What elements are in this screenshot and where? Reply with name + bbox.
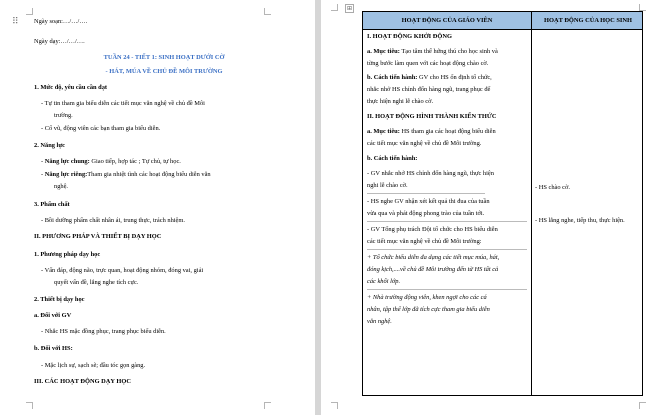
section-title: 2. Năng lực (34, 142, 65, 149)
text-span: Tạo tâm thế hứng thú cho học sinh và (399, 48, 498, 55)
lesson-title: TUẦN 24 - TIẾT 1: SINH HOẠT DƯỚI CỜ (103, 54, 225, 61)
section-title: III. CÁC HOẠT ĐỘNG DẠY HỌC (34, 378, 131, 385)
table-text-line: - GV nhắc nhở HS chỉnh đốn hàng ngũ, thực hiện (367, 170, 494, 177)
table-text-line: văn nghệ. (367, 318, 392, 325)
table-text-line (367, 128, 496, 136)
section-title: II. PHƯƠNG PHÁP VÀ THIẾT BỊ DẠY HỌC (34, 233, 162, 240)
section-title: a. Đối với GV (34, 312, 72, 319)
document-page-left (0, 0, 315, 415)
page-corner-mark (331, 402, 338, 409)
bold-label: Năng lực chung: (44, 158, 90, 165)
text-underline (367, 249, 527, 250)
section-title: b. Đối với HS: (34, 345, 73, 352)
section-title: 3. Phẩm chất (34, 201, 70, 208)
table-text-line: các khối lớp. (367, 278, 401, 285)
text-line: trường. (54, 112, 73, 119)
table-header-row (363, 12, 642, 30)
text-span: Giao tiếp, hợp tác ; Tự chủ, tự học. (89, 158, 181, 165)
table-anchor-icon[interactable]: ⊞ (346, 5, 353, 12)
text-line: - Nhắc HS mặc đồng phục, trang phục biểu diễn. (41, 328, 166, 335)
text-line: - Tự tin tham gia biểu diễn các tiết mục văn nghệ về chủ đề Môi (41, 100, 205, 107)
table-text-line: thực hiện nghi lễ chào cờ. (367, 98, 434, 105)
text-span: HS tham gia các hoạt động biểu diễn (399, 128, 496, 135)
page-corner-mark (331, 4, 338, 11)
text-underline (367, 289, 527, 290)
table-text-line (367, 74, 492, 82)
header-gv: HOẠT ĐỘNG CỦA GIÁO VIÊN (401, 17, 493, 24)
table-text-line: các tiết mục văn nghệ về chủ đề Môi trường. (367, 140, 482, 147)
page-corner-mark (639, 402, 646, 409)
section-title: 1. Phương pháp dạy học (34, 251, 101, 258)
hs-response: - HS lắng nghe, tiếp thu, thực hiện. (535, 217, 625, 224)
activity-table (362, 11, 643, 396)
ngay-soan: Ngày soạn:…/…/…. (34, 18, 88, 25)
section-title: 2. Thiết bị dạy học (34, 296, 85, 303)
table-text-line: các tiết mục văn nghệ về chủ đề Môi trường: (367, 238, 482, 245)
table-section-heading: I. HOẠT ĐỘNG KHỞI ĐỘNG (367, 33, 452, 40)
table-text-line: vừa qua và phát động phong trào của tuần tới. (367, 210, 485, 217)
page-corner-mark (639, 4, 646, 11)
table-text-line: nhắc nhở HS chỉnh đốn hàng ngũ, trang phục để (367, 86, 491, 93)
page-corner-mark (26, 402, 33, 409)
text-line: - Bồi dưỡng phẩm chất nhân ái, trung thực, trách nhiệm. (41, 217, 185, 224)
table-text-line: từng bước làm quen với các hoạt động chào cờ. (367, 60, 489, 67)
bold-label: a. Mục tiêu: (367, 128, 400, 135)
lesson-subtitle: - HÁT, MÚA VỀ CHỦ ĐỀ MÔI TRƯỜNG (105, 68, 223, 75)
table-text-line: + Tổ chức biểu diễn đa dạng các tiết mục múa, hát, (367, 254, 500, 261)
text-line: - Mặc lịch sự, sạch sẽ; đầu tóc gọn gàng. (41, 362, 146, 369)
table-text-line: - HS nghe GV nhận xét kết quả thi đua của tuần (367, 198, 490, 205)
text-underline (367, 193, 485, 194)
column-divider (531, 12, 532, 395)
table-text-line: nhân, tập thể lớp đã tích cực tham gia biểu diễn (367, 306, 490, 313)
text-line: nghệ. (54, 183, 69, 190)
drag-handle-icon[interactable]: ⠿ (12, 17, 19, 27)
table-section-heading: II. HOẠT ĐỘNG HÌNH THÀNH KIẾN THỨC (367, 113, 497, 120)
text-line: - Năng lực riêng:Tham gia nhiệt tình các hoạt động biểu diễn văn (41, 171, 211, 178)
hs-response: - HS chào cờ. (535, 184, 570, 191)
text-span: Tham gia nhiệt tình các hoạt động biểu diễn văn (87, 171, 211, 178)
table-text-line (367, 48, 498, 56)
text-line: - Năng lực chung: Giao tiếp, hợp tác ; Tự chủ, tự học. (41, 158, 181, 165)
text-underline (367, 221, 527, 222)
text-line: - Vấn đáp, động não, trực quan, hoạt động nhóm, đóng vai, giải (41, 267, 204, 274)
bold-label: Năng lực riêng: (44, 171, 88, 178)
table-text-line: nghi lễ chào cờ. (367, 182, 408, 189)
section-title: 1. Mức độ, yêu cầu cần đạt (34, 84, 108, 91)
bold-label: a. Mục tiêu: (367, 48, 400, 55)
text-line: - Cổ vũ, động viên các bạn tham gia biểu diễn. (41, 125, 161, 132)
header-hs: HOẠT ĐỘNG CỦA HỌC SINH (544, 17, 632, 24)
page-corner-mark (264, 8, 271, 15)
ngay-day: Ngày dạy:…/…/…. (34, 38, 85, 45)
table-text-line: đóng kịch,....về chủ đề Môi trường đến từ HS tất cả (367, 266, 499, 273)
table-text-line: - GV Tổng phụ trách Đội tổ chức cho HS biểu diễn (367, 226, 498, 233)
bold-label: b. Cách tiến hành: (367, 74, 418, 81)
text-line: quyết vấn đề, lắng nghe tích cực. (54, 279, 139, 286)
table-subheading: b. Cách tiến hành: (367, 155, 418, 162)
page-corner-mark (26, 8, 33, 15)
page-corner-mark (264, 402, 271, 409)
table-text-line: + Nhà trường động viên, khen ngợi cho các cá (367, 294, 487, 301)
text-span: GV cho HS ổn định tổ chức, (417, 74, 492, 81)
